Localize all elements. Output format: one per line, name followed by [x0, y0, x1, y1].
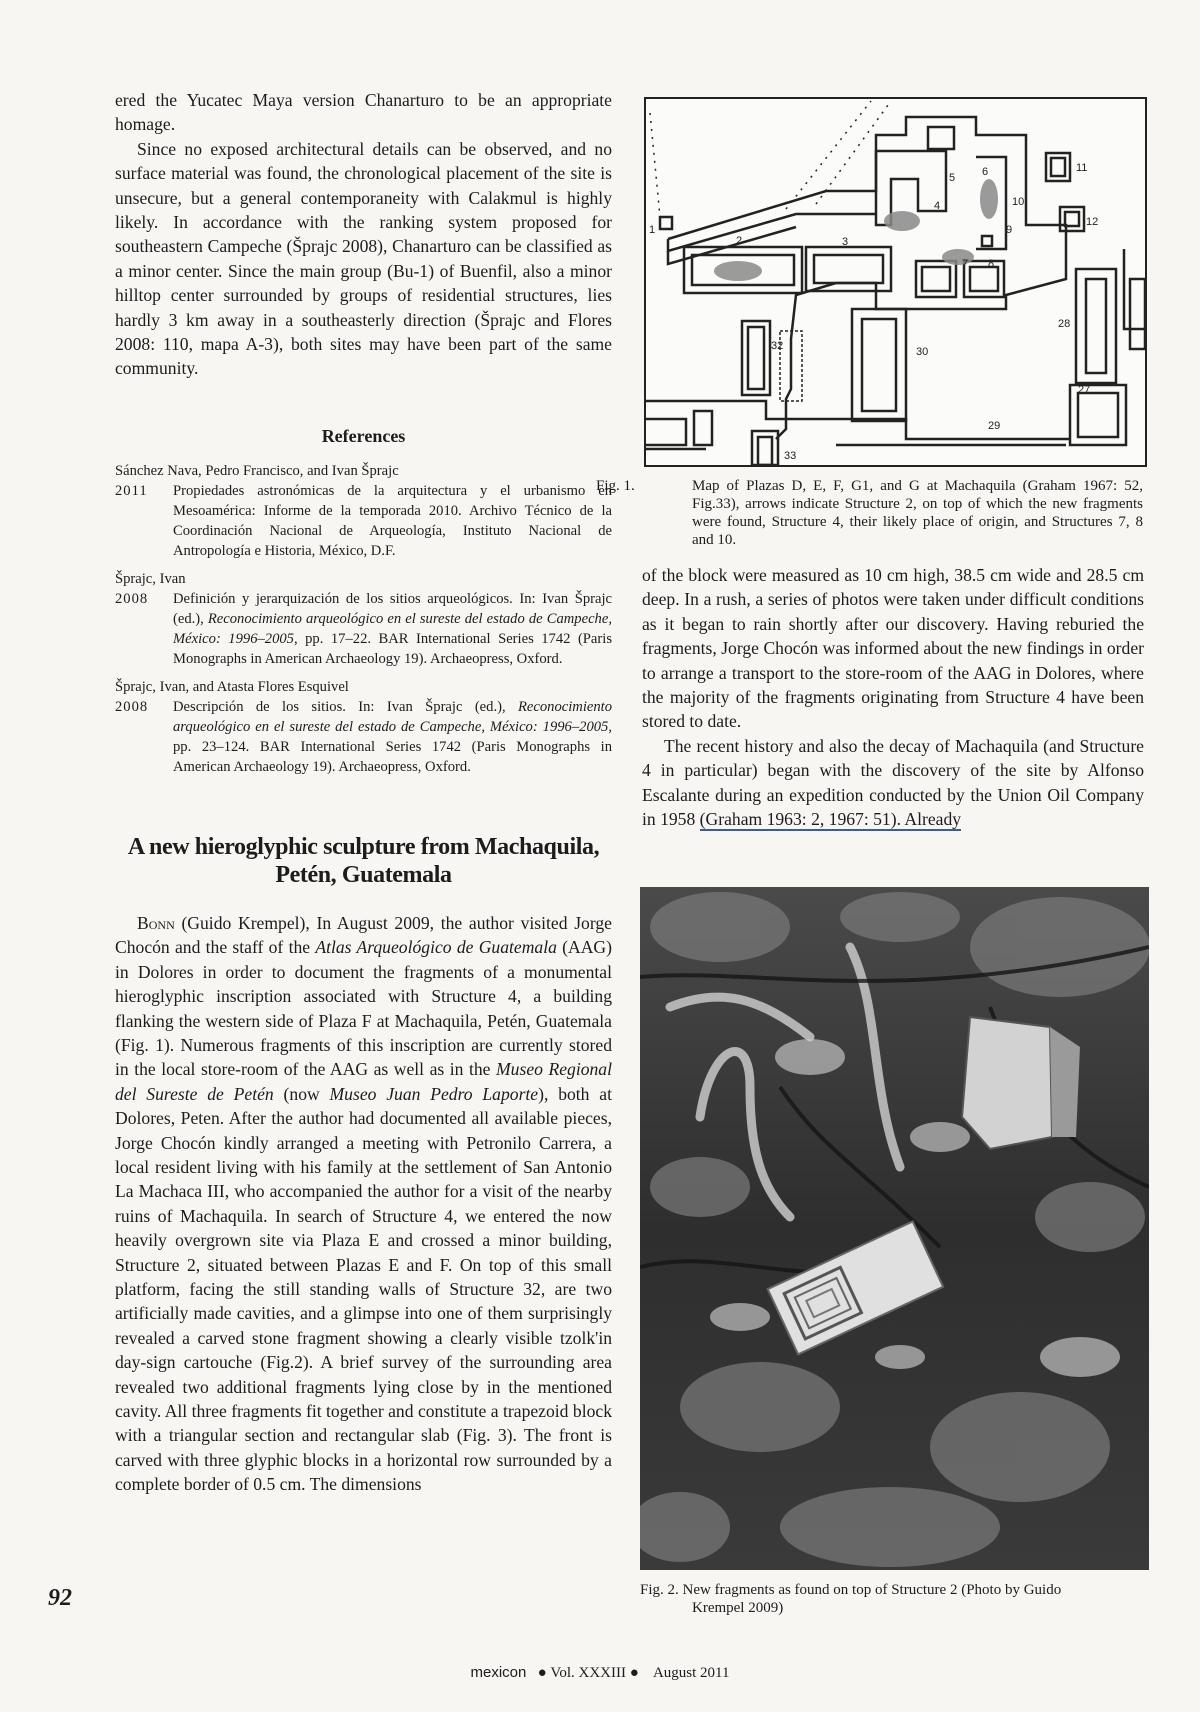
figure-2-label: Fig. 2. — [640, 1582, 679, 1598]
reference-authors: Sánchez Nava, Pedro Francisco, and Ivan Šprajc — [115, 462, 399, 479]
reference-book-title: Reconocimiento arqueológico en el sureste del estado de Campeche, México: 1996–2005 — [173, 698, 612, 735]
figure-1-map — [644, 97, 1147, 467]
reference-text: Propiedades astronómicas de la arquitectura y el urbanismo en Mesoamérica: Informe de la temporada 2010. Archivo Técnico de la Coordinación Nacional de Arqueología, Instituto Nacional de Antropología e Historia, México, D.F. — [173, 482, 612, 559]
left-column — [115, 88, 612, 1497]
map-label-9: 9 — [1006, 224, 1013, 236]
map-label-2: 2 — [736, 235, 743, 247]
intro-paragraph-1: ered the Yucatec Maya version Chanarturo to be an appropriate homage. — [115, 90, 612, 135]
reference-year: 2011 — [115, 482, 148, 499]
page-footer: mexicon ● Vol. XXXIII ● August 2011 — [470, 1664, 730, 1681]
map-label-4: 4 — [934, 200, 941, 212]
figure-1-caption-text: Map of Plazas D, E, F, G1, and G at Machaquila (Graham 1967: 52, Fig.33), arrows indicate Structure 2, on top of which the new fragments were found, Structure 4, their likely place of origin, and Structures 7, 8 and 10. — [692, 478, 1143, 548]
intro-paragraph-2: Since no exposed architectural details can be observed, and no surface material was found, the chronological placement of the site is unsecure, but a general contemporaneity with Calakmul is highly likely. In accordance with the ranking system proposed for southeastern Campeche (Šprajc 2008), Chanarturo can be classified as a minor center. Since the main group (Bu-1) of Buenfil, also a minor hilltop center surrounded by groups of residential structures, lies hardly 3 km away in a southeasterly direction (Šprajc and Flores 2008: 110, mapa A-3), both sites may have been part of the same community. — [115, 138, 612, 379]
figure-2-photo — [640, 887, 1149, 1570]
issue-date: August 2011 — [652, 1665, 730, 1681]
map-label-29: 29 — [988, 420, 1001, 432]
map-label-8: 8 — [988, 258, 995, 270]
dateline-place: Bonn — [137, 912, 175, 933]
page-number: 92 — [48, 1585, 72, 1611]
map-label-5: 5 — [949, 172, 956, 184]
excavation-photo — [640, 887, 1149, 1570]
map-label-33: 33 — [784, 450, 797, 462]
reference-authors: Šprajc, Ivan, and Atasta Flores Esquivel — [115, 678, 349, 695]
article-title: A new hieroglyphic sculpture from Machaquila, Petén, Guatemala — [127, 833, 600, 888]
reference-entry — [115, 569, 612, 669]
reference-entry — [115, 461, 612, 561]
magazine-name: mexicon — [470, 1664, 527, 1681]
map-label-3: 3 — [842, 236, 849, 248]
reference-year: 2008 — [115, 590, 149, 607]
reference-authors: Šprajc, Ivan — [115, 570, 186, 587]
reference-entry — [115, 677, 612, 777]
map-label-32: 32 — [771, 340, 784, 352]
map-label-1: 1 — [649, 224, 656, 236]
reference-book-title: Reconocimiento arqueológico en el sureste del estado de Campeche, México: 1996–2005 — [173, 610, 612, 647]
right-paragraph-2: The recent history and also the decay of Machaquila (and Structure 4 in particular) began with the discovery of the site by Alfonso Escalante during an expedition conducted by the Union Oil Company in 1958 (Graham 1963: 2, 1967: 51). Already — [642, 735, 1144, 830]
figure-2-caption: Fig. 2. New fragments as found on top of Structure 2 (Photo by Guido Krempel 2009) — [640, 1582, 1062, 1616]
map-label-6: 6 — [982, 166, 989, 178]
map-label-27: 27 — [1078, 384, 1091, 396]
volume-label: Vol. XXXIII — [550, 1665, 626, 1681]
figure-1-label: Fig. 1. — [596, 478, 635, 494]
right-paragraph-1: of the block were measured as 10 cm high, 38.5 cm wide and 28.5 cm deep. In a rush, a series of photos were taken under difficult conditions as it began to rain shortly after our discovery. Having reburied the fragments, Jorge Chocón was informed about the new findings in order to arrange a transport to the store-room of the AAG in Dolores, where the majority of the fragments originating from Structure 4 have been stored to date. — [642, 565, 1144, 732]
map-label-7: 7 — [962, 258, 969, 270]
map-label-30: 30 — [916, 346, 929, 358]
references-heading: References — [321, 425, 406, 446]
site-map — [646, 99, 1145, 465]
reference-year: 2008 — [115, 698, 149, 715]
figure-1-caption — [596, 477, 1143, 549]
right-column — [642, 563, 1144, 831]
map-label-10: 10 — [1012, 196, 1025, 208]
underlined-citation: (Graham 1963: 2, 1967: 51). Already — [699, 809, 962, 830]
map-label-12: 12 — [1086, 216, 1099, 228]
article-paragraph: Bonn (Guido Krempel), In August 2009, the author visited Jorge Chocón and the staff of the Atlas Arqueológico de Guatemala (AAG) in Dolores in order to document the fragments of a monumental hieroglyphic inscription associated with Structure 4, a building flanking the western side of Plaza F at Machaquila, Petén, Guatemala (Fig. 1). Numerous fragments of this inscription are currently stored in the local store-room of the AAG as well as in the Museo Regional del Sureste de Petén (now Museo Juan Pedro Laporte), both at Dolores, Peten. After the author had documented all available pieces, Jorge Chocón kindly arranged a meeting with Petronilo Carrera, a local resident living with his family at the settlement of San Antonio La Machaca III, who accompanied the author for a visit of the nearby ruins of Machaquila. In search of Structure 4, we entered the now heavily overgrown site via Plaza E and crossed a minor building, Structure 2, situated between Plazas E and F. On top of this small platform, facing the still standing walls of Structure 32, are two artificially made cavities, and a glimpse into one of them surprisingly revealed a carved stone fragment showing a clearly visible tzolk'in day-sign cartouche (Fig.2). A brief survey of the surrounding area revealed two additional fragments lying close by in the mentioned cavity. All three fragments fit together and constitute a trapezoid block with a triangular section and rectangular slab (Fig. 3). The front is carved with three glyphic blocks in a horizontal row surrounded by a complete border of 0.5 cm. The dimensions — [115, 912, 612, 1495]
reference-text: Descripción de los sitios. In: Ivan Šprajc (ed.), Reconocimiento arqueológico en el sureste del estado de Campeche, México: 1996–2005, pp. 23–124. BAR International Series 1742 (Paris Monographs in American Archaeology 19). Archaeopress, Oxford. — [173, 698, 612, 775]
map-label-11: 11 — [1076, 162, 1088, 174]
reference-text: Definición y jerarquización de los sitios arqueológicos. In: Ivan Šprajc (ed.), Reconocimiento arqueológico en el sureste del estado de Campeche, México: 1996–2005, pp. 17–22. BAR International Series 1742 (Paris Monographs in American Archaeology 19). Archaeopress, Oxford. — [173, 590, 612, 667]
map-label-28: 28 — [1058, 318, 1071, 330]
